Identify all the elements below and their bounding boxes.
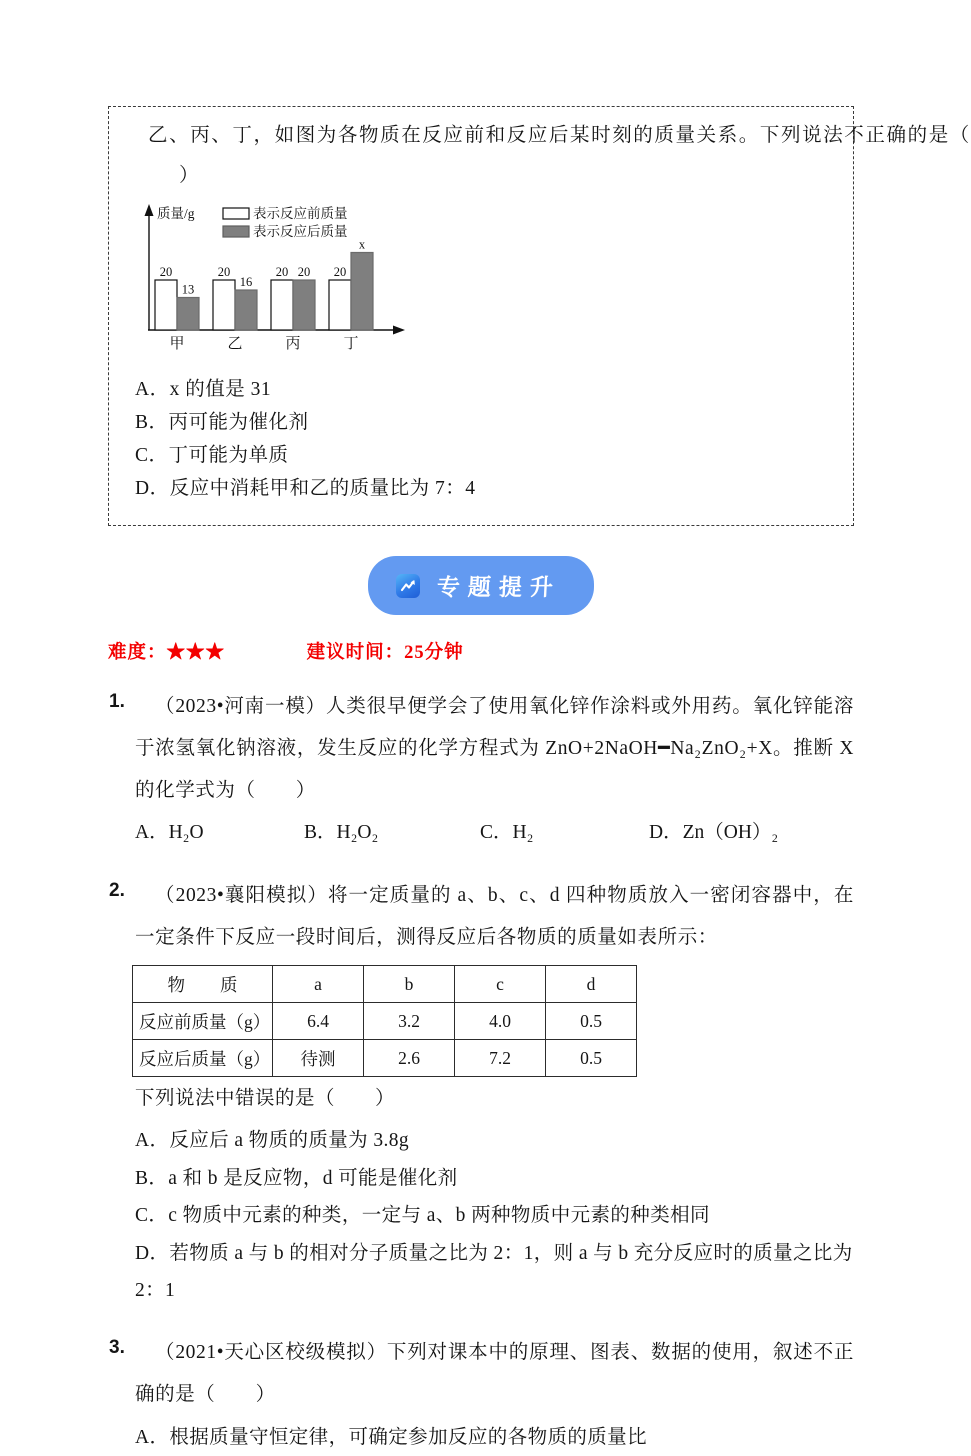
question-1-stem: （2023•河南一模）人类很早便学会了使用氧化锌作涂料或外用药。氧化锌能溶于浓氢氧化钠溶液，发生反应的化学方程式为 ZnO+2NaOH━Na₂ZnO₂+X。推断 X 的化学式为（ ）: [135, 686, 854, 812]
svg-text:20: 20: [298, 265, 311, 279]
question-1-number: 1.: [109, 691, 125, 713]
svg-text:13: 13: [182, 283, 195, 297]
table-cell: 待测: [273, 1040, 364, 1077]
mass-bar-chart: [137, 200, 827, 367]
difficulty-stars: ★★★: [167, 643, 226, 663]
table-cell: 反应前质量（g）: [133, 1003, 273, 1040]
table-cell: 反应后质量（g）: [133, 1040, 273, 1077]
answer-option: B．H₂O₂: [304, 813, 480, 853]
mass-table-wrap: [132, 965, 854, 1077]
svg-text:丙: 丙: [285, 335, 300, 352]
answer-option: B．丙可能为催化剂: [135, 406, 827, 439]
svg-text:16: 16: [240, 275, 253, 289]
suggested-time: 建议时间：25分钟: [307, 643, 464, 663]
question-3-stem: （2021•天心区校级模拟）下列对课本中的原理、图表、数据的使用，叙述不正确的是（ ）: [135, 1332, 854, 1416]
question-box-options: [135, 373, 827, 505]
table-header-cell: c: [455, 966, 546, 1003]
answer-option: A．x 的值是 31: [135, 373, 827, 406]
answer-option: D．反应中消耗甲和乙的质量比为 7：4: [135, 472, 827, 505]
svg-text:20: 20: [276, 265, 289, 279]
svg-text:x: x: [359, 238, 366, 252]
question-2-stem: （2023•襄阳模拟）将一定质量的 a、b、c、d 四种物质放入一密闭容器中，在一定条件下反应一段时间后，测得反应后各物质的质量如表所示：: [135, 875, 854, 959]
answer-option: C．H₂: [480, 813, 649, 853]
table-header-cell: b: [364, 966, 455, 1003]
question-3-options: [135, 1419, 854, 1456]
answer-option: A．根据质量守恒定律，可确定参加反应的各物质的质量比: [135, 1419, 854, 1456]
answer-option: C．丁可能为单质: [135, 439, 827, 472]
answer-option: A．反应后 a 物质的质量为 3.8g: [135, 1122, 854, 1160]
meta-line: [108, 638, 854, 664]
table-header-cell: d: [546, 966, 637, 1003]
table-header-cell: a: [273, 966, 364, 1003]
question-1: [108, 686, 854, 853]
svg-text:乙: 乙: [227, 336, 242, 352]
svg-text:表示反应前质量: 表示反应前质量: [253, 205, 348, 221]
answer-option: D．若物质 a 与 b 的相对分子质量之比为 2：1，则 a 与 b 充分反应时的质量之比为 2：1: [135, 1235, 854, 1310]
section-badge-label: 专题提升: [432, 569, 562, 602]
answer-option: C．c 物质中元素的种类，一定与 a、b 两种物质中元素的种类相同: [135, 1197, 854, 1235]
table-header-cell: 物 质: [133, 966, 273, 1003]
question-3-number: 3.: [109, 1337, 125, 1359]
svg-text:表示反应后质量: 表示反应后质量: [253, 223, 348, 239]
question-box: [108, 106, 854, 526]
question-1-options: [135, 813, 854, 853]
table-cell: 0.5: [546, 1040, 637, 1077]
table-cell: 7.2: [455, 1040, 546, 1077]
svg-text:丁: 丁: [343, 335, 358, 352]
table-cell: 3.2: [364, 1003, 455, 1040]
table-row: [133, 1040, 637, 1077]
difficulty-label: 难度：: [108, 643, 167, 663]
table-cell: 4.0: [455, 1003, 546, 1040]
question-2-options: [135, 1122, 854, 1310]
trend-chart-icon: [396, 574, 420, 598]
answer-option: A．H₂O: [135, 813, 304, 853]
question-box-stem-line1: 乙、丙、丁，如图为各物质在反应前和反应后某时刻的质量关系。下列说法不正确的是（: [135, 115, 827, 156]
svg-text:质量/g: 质量/g: [157, 206, 195, 221]
question-2: [108, 875, 854, 1310]
svg-text:20: 20: [160, 265, 173, 279]
answer-option: B．a 和 b 是反应物，d 可能是催化剂: [135, 1160, 854, 1198]
mass-bar-chart-svg: [137, 200, 437, 362]
svg-text:20: 20: [218, 265, 231, 279]
question-2-substem: 下列说法中错误的是（ ）: [135, 1079, 854, 1119]
question-3: [108, 1332, 854, 1456]
section-badge: [368, 556, 594, 615]
badge-row: [108, 556, 854, 615]
svg-text:20: 20: [334, 265, 347, 279]
svg-text:甲: 甲: [169, 335, 184, 352]
table-cell: 6.4: [273, 1003, 364, 1040]
question-box-stem-line2: ）: [135, 156, 827, 196]
table-row: [133, 1003, 637, 1040]
mass-table: [132, 965, 637, 1077]
question-2-number: 2.: [109, 880, 125, 902]
table-cell: 2.6: [364, 1040, 455, 1077]
answer-option: D．Zn（OH）₂: [649, 813, 818, 853]
table-cell: 0.5: [546, 1003, 637, 1040]
